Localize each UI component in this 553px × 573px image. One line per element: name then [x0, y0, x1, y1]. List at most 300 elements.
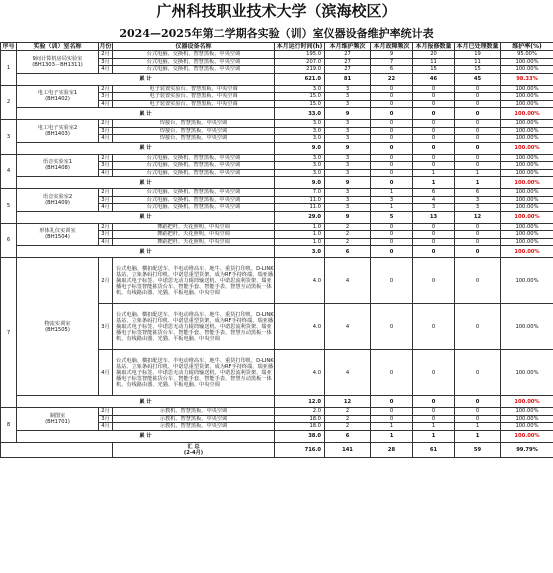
- report-count-cell: 46: [413, 73, 455, 85]
- room-name-cell: 语音实验室2 (BH1409): [17, 189, 99, 212]
- subtotal-label-cell: 累 计: [17, 246, 275, 258]
- maintenance-count-cell: 3: [325, 93, 371, 101]
- fault-count-cell: 7: [371, 58, 413, 66]
- table-row: [1, 154, 553, 162]
- maintenance-count-cell: 27: [325, 66, 371, 74]
- header-cell: 实验（训）室名称: [17, 43, 99, 51]
- rate-cell: 100.00%: [501, 177, 553, 189]
- equipment-cell: 示教机、智慧黑板、中央空调: [113, 415, 275, 423]
- header-cell: 仪器设备名称: [113, 43, 275, 51]
- table-row: [1, 223, 553, 231]
- header-cell: 维护率(%): [501, 43, 553, 51]
- equipment-cell: 电子装置实验台、智慧黑板、中央空调: [113, 93, 275, 101]
- fault-count-cell: 22: [371, 73, 413, 85]
- table-row: [1, 408, 553, 416]
- hours-cell: 1.0: [275, 238, 325, 246]
- fault-count-cell: 0: [371, 108, 413, 120]
- handled-count-cell: 3: [455, 204, 501, 212]
- fault-count-cell: 0: [371, 169, 413, 177]
- serial-number-cell: 7: [1, 258, 17, 408]
- rate-cell: 100.00%: [501, 223, 553, 231]
- hours-cell: 3.0: [275, 169, 325, 177]
- subtotal-row: [1, 108, 553, 120]
- rate-cell: 100.00%: [501, 93, 553, 101]
- maintenance-count-cell: 141: [325, 442, 371, 457]
- report-count-cell: 0: [413, 304, 455, 350]
- handled-count-cell: 0: [455, 142, 501, 154]
- maintenance-count-cell: 12: [325, 396, 371, 408]
- room-name-cell: 物流实训室 (BH1505): [17, 258, 99, 396]
- room-name-cell: 9间计算机房局实验室 (BH1303－BH1311): [17, 51, 99, 74]
- equipment-cell: 焊接台、智慧黑板、中央空调: [113, 127, 275, 135]
- report-count-cell: 0: [413, 93, 455, 101]
- rate-cell: 100.00%: [501, 211, 553, 223]
- month-cell: 3月: [99, 415, 113, 423]
- fault-count-cell: 0: [371, 162, 413, 170]
- maintenance-count-cell: 2: [325, 231, 371, 239]
- hours-cell: 1.0: [275, 223, 325, 231]
- maintenance-count-cell: 9: [325, 177, 371, 189]
- rate-cell: 100.00%: [501, 135, 553, 143]
- header-cell: 本月维护频次: [325, 43, 371, 51]
- fault-count-cell: 0: [371, 127, 413, 135]
- serial-number-cell: 8: [1, 408, 17, 443]
- rate-cell: 100.00%: [501, 142, 553, 154]
- fault-count-cell: 0: [371, 238, 413, 246]
- report-count-cell: 0: [413, 223, 455, 231]
- handled-count-cell: 1: [455, 177, 501, 189]
- fault-count-cell: 0: [371, 85, 413, 93]
- header-cell: 本月已处理数量: [456, 43, 499, 50]
- fault-count-cell: 1: [371, 189, 413, 197]
- rate-cell: 100.00%: [501, 408, 553, 416]
- equipment-cell: 舞蹈把杆、天花照明、中央空调: [113, 223, 275, 231]
- fault-count-cell: 0: [371, 396, 413, 408]
- fault-count-cell: 0: [371, 177, 413, 189]
- hours-cell: 3.0: [275, 135, 325, 143]
- subtotal-label-cell: 累 计: [17, 396, 275, 408]
- rate-cell: 100.00%: [501, 238, 553, 246]
- hours-cell: 3.0: [275, 85, 325, 93]
- rate-cell: 100.00%: [501, 108, 553, 120]
- rate-cell: 100.00%: [501, 204, 553, 212]
- handled-count-cell: 19: [455, 51, 501, 59]
- handled-count-cell: 1: [455, 423, 501, 431]
- month-cell: 2月: [99, 85, 113, 93]
- fault-count-cell: 0: [371, 135, 413, 143]
- handled-count-cell: 0: [455, 223, 501, 231]
- report-count-cell: 6: [413, 189, 455, 197]
- equipment-cell: 台式电脑、交换机、智慧黑板、中央空调: [113, 66, 275, 74]
- maintenance-count-cell: 27: [325, 58, 371, 66]
- fault-count-cell: 3: [371, 196, 413, 204]
- fault-count-cell: 0: [371, 350, 413, 396]
- rate-cell: 100.00%: [501, 350, 553, 396]
- handled-count-cell: 0: [455, 135, 501, 143]
- hours-cell: 18.0: [275, 423, 325, 431]
- equipment-cell: 电子装置实验台、智慧黑板、中央空调: [113, 100, 275, 108]
- hours-cell: 195.0: [275, 51, 325, 59]
- hours-cell: 29.0: [275, 211, 325, 223]
- header-cell: 序号: [2, 43, 15, 50]
- header-cell: 本月报修数量: [413, 43, 455, 51]
- rate-cell: 100.00%: [501, 58, 553, 66]
- maintenance-count-cell: 3: [325, 85, 371, 93]
- rate-cell: 98.33%: [501, 73, 553, 85]
- handled-count-cell: 0: [455, 127, 501, 135]
- rate-cell: 100.00%: [501, 430, 553, 442]
- subtotal-row: [1, 142, 553, 154]
- serial-number-cell: 5: [1, 189, 17, 224]
- month-cell: 3月: [99, 231, 113, 239]
- handled-count-cell: 0: [455, 396, 501, 408]
- month-cell: 3月: [99, 304, 113, 350]
- equipment-cell: 台式电脑、交换机、智慧黑板、中央空调: [113, 58, 275, 66]
- rate-cell: 95.00%: [501, 51, 553, 59]
- maintenance-count-cell: 2: [325, 223, 371, 231]
- handled-count-cell: 11: [455, 58, 501, 66]
- rate-cell: 100.00%: [501, 169, 553, 177]
- handled-count-cell: 0: [455, 246, 501, 258]
- maintenance-count-cell: 6: [325, 430, 371, 442]
- maintenance-count-cell: 9: [325, 211, 371, 223]
- serial-number-cell: 2: [1, 85, 17, 120]
- month-cell: 2月: [99, 120, 113, 128]
- handled-count-cell: 0: [455, 162, 501, 170]
- fault-count-cell: 28: [371, 442, 413, 457]
- maintenance-count-cell: 2: [325, 238, 371, 246]
- document-subtitle: 2024—2025年第二学期各实验（训）室仪器设备维护率统计表: [119, 27, 434, 40]
- maintenance-count-cell: 9: [325, 142, 371, 154]
- fault-count-cell: 9: [371, 51, 413, 59]
- handled-count-cell: 1: [455, 430, 501, 442]
- report-count-cell: 0: [413, 162, 455, 170]
- month-cell: 2月: [99, 408, 113, 416]
- subtotal-label-cell: 累 计: [17, 177, 275, 189]
- serial-number-cell: 1: [1, 51, 17, 86]
- report-count-cell: 0: [413, 108, 455, 120]
- handled-count-cell: 0: [455, 120, 501, 128]
- report-count-cell: 0: [413, 85, 455, 93]
- subtotal-row: [1, 211, 553, 223]
- table-row: [1, 85, 553, 93]
- handled-count-cell: 12: [455, 211, 501, 223]
- report-count-cell: 11: [413, 58, 455, 66]
- equipment-cell: 台式电脑、交换机、智慧黑板、中央空调: [113, 169, 275, 177]
- hours-cell: 11.0: [275, 204, 325, 212]
- fault-count-cell: 6: [371, 66, 413, 74]
- hours-cell: 33.0: [275, 108, 325, 120]
- report-count-cell: 3: [413, 204, 455, 212]
- handled-count-cell: 0: [455, 154, 501, 162]
- subtotal-row: [1, 73, 553, 85]
- subtotal-row: [1, 430, 553, 442]
- handled-count-cell: 0: [455, 258, 501, 304]
- fault-count-cell: 0: [371, 142, 413, 154]
- equipment-cell: 示教机、智慧黑板、中央空调: [113, 423, 275, 431]
- maintenance-count-cell: 4: [325, 258, 371, 304]
- maintenance-count-cell: 3: [325, 154, 371, 162]
- rate-cell: 100.00%: [501, 258, 553, 304]
- hours-cell: 11.0: [275, 196, 325, 204]
- report-count-cell: 0: [413, 350, 455, 396]
- month-cell: 4月: [99, 423, 113, 431]
- maintenance-count-cell: 81: [325, 73, 371, 85]
- rate-cell: 100.00%: [501, 162, 553, 170]
- hours-cell: 7.0: [275, 189, 325, 197]
- subtotal-label-cell: 累 计: [17, 211, 275, 223]
- total-empty-cell: [1, 442, 113, 457]
- equipment-cell: 台式电脑、交换机、智慧黑板、中央空调: [113, 196, 275, 204]
- rate-cell: 99.79%: [501, 442, 553, 457]
- rate-cell: 100.00%: [501, 154, 553, 162]
- maintenance-count-cell: 3: [325, 127, 371, 135]
- rate-cell: 100.00%: [501, 120, 553, 128]
- fault-count-cell: 1: [371, 204, 413, 212]
- room-name-cell: 制图室 (BH1701): [17, 408, 99, 431]
- fault-count-cell: 0: [371, 100, 413, 108]
- month-cell: 4月: [99, 204, 113, 212]
- rate-cell: 100.00%: [501, 396, 553, 408]
- report-count-cell: 0: [413, 415, 455, 423]
- hours-cell: 38.0: [275, 430, 325, 442]
- equipment-cell: 台式电脑、交换机、智慧黑板、中央空调: [113, 204, 275, 212]
- handled-count-cell: 59: [455, 442, 501, 457]
- equipment-cell: 台式电脑、横扣配送车、半电动堆高车、地牛、重货打印机、D-LINK基站、立象条码打印机、中诺思重型货架、成为RF手持终端、瑞亚播摘取式电子标签、中诺思无动力辊筒输送机、中诺思流利货架、瑞亚播电子标签智能拣货台车、智能手套、智能手表、智慧互动黑板一体机、有线路由器、光猫、平板电脑、中央空调: [113, 258, 275, 304]
- report-count-cell: 0: [413, 258, 455, 304]
- subtotal-row: [1, 246, 553, 258]
- month-cell: 3月: [99, 196, 113, 204]
- report-count-cell: 61: [413, 442, 455, 457]
- rate-cell: 100.00%: [501, 189, 553, 197]
- month-cell: 2月: [99, 189, 113, 197]
- rate-cell: 100.00%: [501, 231, 553, 239]
- report-count-cell: 0: [413, 246, 455, 258]
- header-cell: 本月故障频次: [371, 43, 413, 51]
- month-cell: 4月: [99, 350, 113, 396]
- maintenance-count-cell: 3: [325, 169, 371, 177]
- hours-cell: 207.0: [275, 58, 325, 66]
- hours-cell: 9.0: [275, 142, 325, 154]
- month-cell: 2月: [99, 258, 113, 304]
- report-count-cell: 0: [413, 142, 455, 154]
- maintenance-count-cell: 27: [325, 51, 371, 59]
- report-count-cell: 0: [413, 238, 455, 246]
- hours-cell: 716.0: [275, 442, 325, 457]
- report-count-cell: 15: [413, 66, 455, 74]
- hours-cell: 621.0: [275, 73, 325, 85]
- total-label-cell: 汇 总 (2-4月): [113, 442, 275, 457]
- hours-cell: 219.0: [275, 66, 325, 74]
- table-header-row: [1, 43, 553, 51]
- handled-count-cell: 0: [455, 415, 501, 423]
- serial-number-cell: 4: [1, 154, 17, 189]
- fault-count-cell: 0: [371, 154, 413, 162]
- handled-count-cell: 0: [455, 238, 501, 246]
- equipment-cell: 台式电脑、交换机、智慧黑板、中央空调: [113, 162, 275, 170]
- handled-count-cell: 1: [455, 169, 501, 177]
- rate-cell: 100.00%: [501, 100, 553, 108]
- maintenance-count-cell: 2: [325, 423, 371, 431]
- handled-count-cell: 0: [455, 100, 501, 108]
- fault-count-cell: 0: [371, 408, 413, 416]
- subtotal-label-cell: 累 计: [17, 430, 275, 442]
- report-count-cell: 0: [413, 231, 455, 239]
- equipment-cell: 台式电脑、交换机、智慧黑板、中央空调: [113, 154, 275, 162]
- hours-cell: 2.0: [275, 408, 325, 416]
- maintenance-count-cell: 3: [325, 120, 371, 128]
- fault-count-cell: 5: [371, 211, 413, 223]
- report-count-cell: 0: [413, 396, 455, 408]
- month-cell: 4月: [99, 238, 113, 246]
- equipment-cell: 台式电脑、交换机、智慧黑板、中央空调: [113, 189, 275, 197]
- maintenance-count-cell: 6: [325, 246, 371, 258]
- maintenance-count-cell: 3: [325, 135, 371, 143]
- equipment-cell: 焊接台、智慧黑板、中央空调: [113, 135, 275, 143]
- room-name-cell: 电工电子实验室1 (BH1402): [17, 85, 99, 108]
- month-cell: 4月: [99, 100, 113, 108]
- month-cell: 4月: [99, 66, 113, 74]
- maintenance-count-cell: 2: [325, 408, 371, 416]
- fault-count-cell: 0: [371, 231, 413, 239]
- report-count-cell: 4: [413, 196, 455, 204]
- report-count-cell: 0: [413, 135, 455, 143]
- header-cell: 月份: [99, 43, 112, 50]
- handled-count-cell: 15: [455, 66, 501, 74]
- subtotal-label-cell: 累 计: [17, 108, 275, 120]
- fault-count-cell: 1: [371, 423, 413, 431]
- month-cell: 4月: [99, 169, 113, 177]
- header-cell: 本月运行时间(h): [275, 43, 325, 51]
- room-name-cell: 语音实验室1 (BH1408): [17, 154, 99, 177]
- maintenance-count-cell: 3: [325, 196, 371, 204]
- fault-count-cell: 0: [371, 304, 413, 350]
- hours-cell: 15.0: [275, 100, 325, 108]
- rate-cell: 100.00%: [501, 85, 553, 93]
- table-body: [1, 51, 553, 458]
- table-row: [1, 189, 553, 197]
- month-cell: 4月: [99, 135, 113, 143]
- fault-count-cell: 0: [371, 223, 413, 231]
- handled-count-cell: 0: [455, 108, 501, 120]
- fault-count-cell: 0: [371, 93, 413, 101]
- subtotal-row: [1, 177, 553, 189]
- equipment-cell: 电子装置实验台、智慧黑板、中央空调: [113, 85, 275, 93]
- equipment-cell: 台式电脑、横扣配送车、半电动堆高车、地牛、重货打印机、D-LINK基站、立象条码打印机、中诺思重型货架、成为RF手持终端、瑞亚播摘取式电子标签、中诺思无动力辊筒输送机、中诺思流利货架、瑞亚播电子标签智能拣货台车、智能手套、智能手表、智慧互动黑板一体机、有线路由器、光猫、平板电脑、中央空调: [113, 304, 275, 350]
- fault-count-cell: 0: [371, 246, 413, 258]
- rate-cell: 100.00%: [501, 415, 553, 423]
- equipment-cell: 舞蹈把杆、天花照明、中央空调: [113, 238, 275, 246]
- hours-cell: 9.0: [275, 177, 325, 189]
- table-row: [1, 258, 553, 304]
- handled-count-cell: 45: [455, 73, 501, 85]
- report-count-cell: 0: [413, 100, 455, 108]
- room-name-cell: 形体礼仪实训室 (BH1504): [17, 223, 99, 246]
- equipment-cell: 舞蹈把杆、天花照明、中央空调: [113, 231, 275, 239]
- rate-cell: 100.00%: [501, 66, 553, 74]
- hours-cell: 4.0: [275, 350, 325, 396]
- hours-cell: 1.0: [275, 231, 325, 239]
- handled-count-cell: 6: [455, 189, 501, 197]
- equipment-cell: 焊接台、智慧黑板、中央空调: [113, 120, 275, 128]
- hours-cell: 3.0: [275, 246, 325, 258]
- hours-cell: 15.0: [275, 93, 325, 101]
- hours-cell: 3.0: [275, 162, 325, 170]
- maintenance-count-cell: 3: [325, 100, 371, 108]
- report-count-cell: 0: [413, 127, 455, 135]
- table-row: [1, 51, 553, 59]
- hours-cell: 3.0: [275, 154, 325, 162]
- subtotal-label-cell: 累 计: [17, 142, 275, 154]
- report-count-cell: 1: [413, 430, 455, 442]
- handled-count-cell: 0: [455, 408, 501, 416]
- report-count-cell: 1: [413, 177, 455, 189]
- rate-cell: 100.00%: [501, 246, 553, 258]
- hours-cell: 12.0: [275, 396, 325, 408]
- hours-cell: 4.0: [275, 304, 325, 350]
- table-row: [1, 120, 553, 128]
- equipment-cell: 台式电脑、交换机、智慧黑板、中央空调: [113, 51, 275, 59]
- maintenance-count-cell: 9: [325, 108, 371, 120]
- equipment-cell: 台式电脑、横扣配送车、半电动堆高车、地牛、重货打印机、D-LINK基站、立象条码打印机、中诺思重型货架、成为RF手持终端、瑞亚播摘取式电子标签、中诺思无动力辊筒输送机、中诺思流利货架、瑞亚播电子标签智能拣货台车、智能手套、智能手表、智慧互动黑板一体机、有线路由器、光猫、平板电脑、中央空调: [113, 350, 275, 396]
- maintenance-count-cell: 4: [325, 350, 371, 396]
- month-cell: 2月: [99, 223, 113, 231]
- maintenance-table: [0, 42, 553, 458]
- report-count-cell: 1: [413, 423, 455, 431]
- rate-cell: 100.00%: [501, 127, 553, 135]
- report-count-cell: 0: [413, 154, 455, 162]
- maintenance-count-cell: 2: [325, 415, 371, 423]
- rate-cell: 100.00%: [501, 304, 553, 350]
- month-cell: 2月: [99, 154, 113, 162]
- report-count-cell: 0: [413, 408, 455, 416]
- maintenance-count-cell: 3: [325, 189, 371, 197]
- fault-count-cell: 1: [371, 430, 413, 442]
- maintenance-count-cell: 4: [325, 304, 371, 350]
- rate-cell: 100.00%: [501, 196, 553, 204]
- handled-count-cell: 0: [455, 231, 501, 239]
- handled-count-cell: 0: [455, 93, 501, 101]
- month-cell: 2月: [99, 51, 113, 59]
- hours-cell: 4.0: [275, 258, 325, 304]
- fault-count-cell: 0: [371, 258, 413, 304]
- report-count-cell: 0: [413, 120, 455, 128]
- hours-cell: 3.0: [275, 120, 325, 128]
- grand-total-row: [1, 442, 553, 457]
- hours-cell: 18.0: [275, 415, 325, 423]
- handled-count-cell: 3: [455, 196, 501, 204]
- handled-count-cell: 0: [455, 350, 501, 396]
- report-count-cell: 1: [413, 169, 455, 177]
- maintenance-count-cell: 3: [325, 162, 371, 170]
- month-cell: 3月: [99, 162, 113, 170]
- serial-number-cell: 6: [1, 223, 17, 258]
- room-name-cell: 电工电子实验室2 (BH1403): [17, 120, 99, 143]
- month-cell: 3月: [99, 58, 113, 66]
- month-cell: 3月: [99, 93, 113, 101]
- equipment-cell: 示教机、智慧黑板、中央空调: [113, 408, 275, 416]
- fault-count-cell: 0: [371, 120, 413, 128]
- maintenance-count-cell: 3: [325, 204, 371, 212]
- hours-cell: 3.0: [275, 127, 325, 135]
- handled-count-cell: 0: [455, 304, 501, 350]
- serial-number-cell: 3: [1, 120, 17, 155]
- subtotal-row: [1, 396, 553, 408]
- rate-cell: 100.00%: [501, 423, 553, 431]
- handled-count-cell: 0: [455, 85, 501, 93]
- fault-count-cell: 0: [371, 415, 413, 423]
- month-cell: 3月: [99, 127, 113, 135]
